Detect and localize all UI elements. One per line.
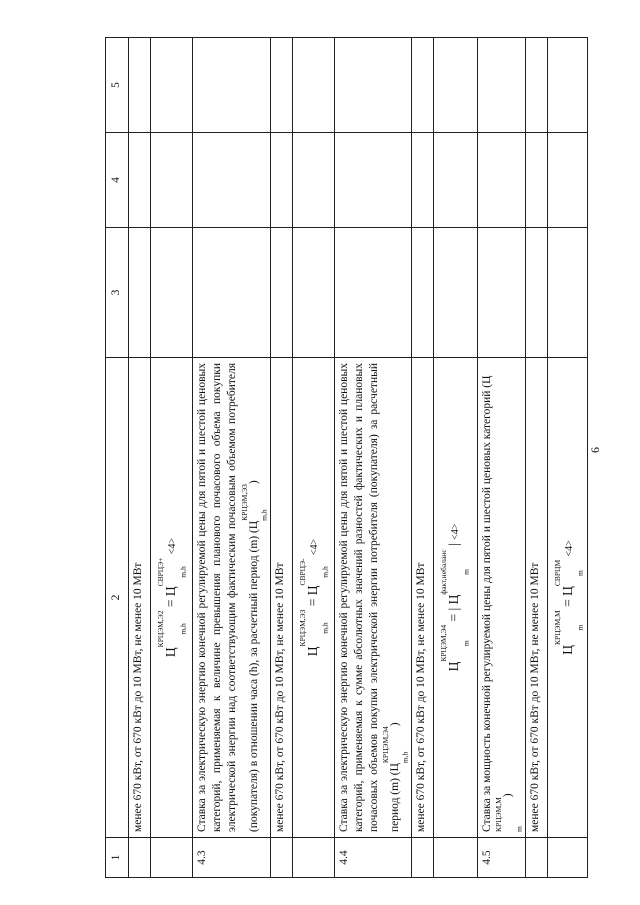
col-header-4: 4 <box>106 133 129 228</box>
page-number: 6 <box>588 447 602 453</box>
formula-cell <box>151 358 193 838</box>
row-number: 4.3 <box>193 838 271 878</box>
col-header-1: 1 <box>106 838 129 878</box>
row-text: Ставка за электрическую энергию конечной регулируемой цены для пятой и шестой ценовых категорий, применяемая к величине превышения планового почасового объема покупки электрической энергии над соответствующим фактическим почасовым объемом потребителя (покупателя) в отношении часа (h), за расчетный период (m) ($Ц^{КРЦЭМ,Э3}$ $_{m,h}$) <box>193 358 271 838</box>
table-row <box>412 38 434 878</box>
header-row <box>106 38 129 878</box>
table-row <box>334 38 412 878</box>
row-text: менее 670 кВт, от 670 кВт до 10 МВт, не менее 10 МВт <box>412 358 434 838</box>
formula-cell <box>292 358 334 838</box>
table-row <box>525 38 547 878</box>
table-row <box>129 38 151 878</box>
table-row <box>270 38 292 878</box>
tariff-table <box>105 37 588 878</box>
col-header-3: 3 <box>106 228 129 358</box>
table-row <box>193 38 271 878</box>
table-row <box>478 38 525 878</box>
row-text: менее 670 кВт, от 670 кВт до 10 МВт, не менее 10 МВт <box>129 358 151 838</box>
formula-cell <box>547 358 587 838</box>
formula: $Ц^{КРЦЭМ,Э4}$ $_m$ = | $Ц^{факт,небаланс}$ $_m$ | <4> <box>439 523 471 672</box>
table-row <box>151 38 193 878</box>
row-number <box>129 838 151 878</box>
table-row <box>292 38 334 878</box>
formula-cell <box>434 358 478 838</box>
row-text: менее 670 кВт, от 670 кВт до 10 МВт, не менее 10 МВт <box>270 358 292 838</box>
row-number: 4.4 <box>334 838 412 878</box>
table-row <box>547 38 587 878</box>
row-text: Ставка за мощность конечной регулируемой цены для пятой и шестой ценовых категорий ($Ц^{КРЦЭМ,М}$ $_m$) <box>478 358 525 838</box>
formula: $Ц^{КРЦЭМ,Э3}$ $_{m,h} = Ц^{СВРЦЭ-}$ $_{m,h}$ <4> <box>297 538 330 657</box>
formula: $Ц^{КРЦЭМ,Э2}$ $_{m,h} = Ц^{СВРЦЭ+}$ $_{m,h}$ <4> <box>156 537 188 658</box>
table-row <box>434 38 478 878</box>
row-text: Ставка за электрическую энергию конечной регулируемой цены для пятой и шестой ценовых категорий, применяемая к сумме абсолютных значений разностей фактических и плановых почасовых объемов покупки электрической энергии потребителя (покупателя) за расчетный период (m) ($Ц^{КРЦЭМ,Э4}$ $_{m,h}$) <box>334 358 412 838</box>
col-header-2: 2 <box>106 358 129 838</box>
row-text: менее 670 кВт, от 670 кВт до 10 МВт, не менее 10 МВт <box>525 358 547 838</box>
row-number: 4.5 <box>478 838 525 878</box>
rotated-table-container <box>105 38 585 878</box>
formula: $Ц^{КРЦЭМ,М}$ $_m = Ц^{СВРЦМ}$ $_m$ <4> <box>552 540 585 655</box>
col-header-5: 5 <box>106 38 129 133</box>
